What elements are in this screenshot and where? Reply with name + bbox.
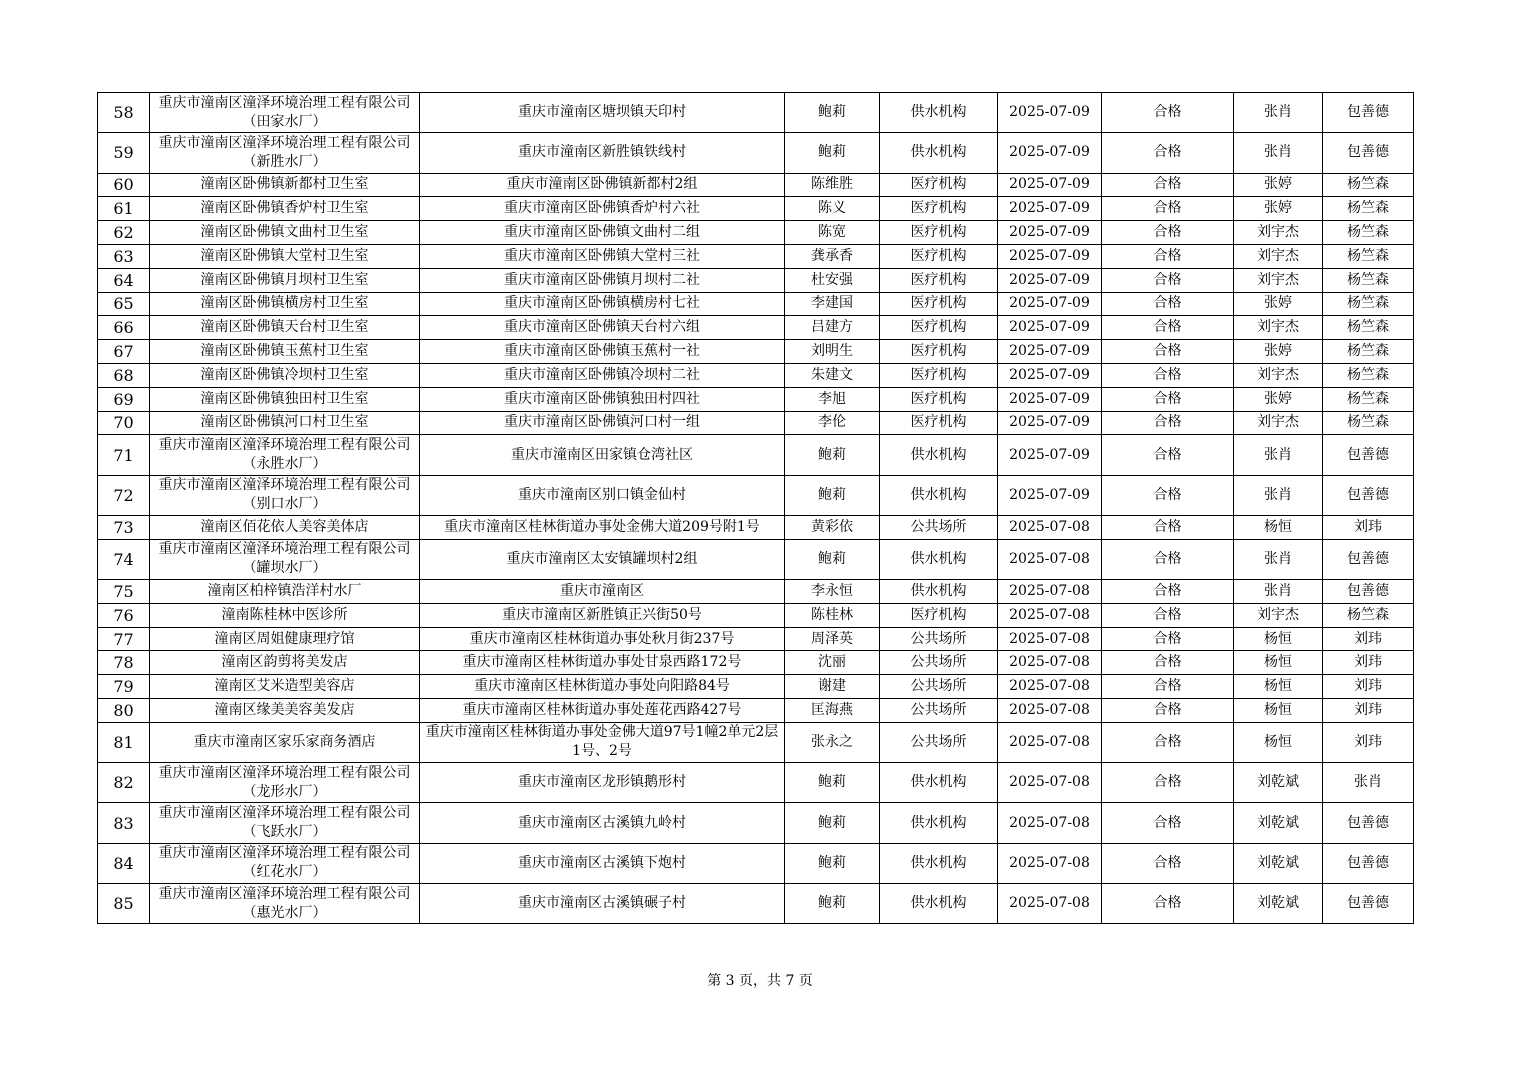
responsible-person: 杜安强 [785, 268, 880, 292]
row-number: 84 [98, 843, 150, 883]
inspector-2: 包善德 [1323, 93, 1414, 133]
table-row [98, 699, 1414, 723]
unit-category: 供水机构 [880, 539, 998, 579]
unit-address: 重庆市潼南区新胜镇铁线村 [420, 133, 785, 173]
row-number: 60 [98, 173, 150, 197]
responsible-person: 鲍莉 [785, 539, 880, 579]
row-number: 82 [98, 763, 150, 803]
row-number: 61 [98, 197, 150, 221]
inspector-2: 包善德 [1323, 475, 1414, 515]
inspector-2: 杨竺森 [1323, 363, 1414, 387]
responsible-person: 谢建 [785, 675, 880, 699]
inspector-2: 刘玮 [1323, 627, 1414, 651]
inspector-1: 张肖 [1234, 539, 1323, 579]
inspection-date: 2025-07-08 [998, 803, 1102, 843]
unit-category: 医疗机构 [880, 411, 998, 435]
table-row [98, 651, 1414, 675]
unit-address: 重庆市潼南区卧佛镇月坝村二社 [420, 268, 785, 292]
responsible-person: 鲍莉 [785, 133, 880, 173]
inspection-result: 合格 [1102, 603, 1234, 627]
table-row [98, 803, 1414, 843]
unit-address: 重庆市潼南区龙形镇鹅形村 [420, 763, 785, 803]
inspector-2: 杨竺森 [1323, 340, 1414, 364]
responsible-person: 张永之 [785, 722, 880, 762]
inspection-date: 2025-07-08 [998, 627, 1102, 651]
inspection-result: 合格 [1102, 173, 1234, 197]
row-number: 73 [98, 515, 150, 539]
responsible-person: 李旭 [785, 387, 880, 411]
unit-address: 重庆市潼南区桂林街道办事处金佛大道209号附1号 [420, 515, 785, 539]
row-number: 66 [98, 316, 150, 340]
inspector-2: 刘玮 [1323, 699, 1414, 723]
unit-name: 潼南区卧佛镇独田村卫生室 [150, 387, 420, 411]
inspector-2: 杨竺森 [1323, 221, 1414, 245]
inspector-2: 包善德 [1323, 884, 1414, 924]
inspector-2: 包善德 [1323, 843, 1414, 883]
inspector-1: 刘乾斌 [1234, 843, 1323, 883]
inspection-date: 2025-07-08 [998, 515, 1102, 539]
inspector-2: 杨竺森 [1323, 268, 1414, 292]
unit-category: 医疗机构 [880, 603, 998, 627]
unit-address: 重庆市潼南区塘坝镇天印村 [420, 93, 785, 133]
unit-address: 重庆市潼南区桂林街道办事处莲花西路427号 [420, 699, 785, 723]
unit-category: 医疗机构 [880, 292, 998, 316]
inspector-1: 刘宇杰 [1234, 363, 1323, 387]
row-number: 72 [98, 475, 150, 515]
inspection-date: 2025-07-09 [998, 387, 1102, 411]
inspection-date: 2025-07-08 [998, 651, 1102, 675]
inspector-2: 刘玮 [1323, 651, 1414, 675]
table-row [98, 387, 1414, 411]
unit-name: 重庆市潼南区潼泽环境治理工程有限公司（罐坝水厂） [150, 539, 420, 579]
inspector-1: 刘宇杰 [1234, 316, 1323, 340]
row-number: 79 [98, 675, 150, 699]
inspection-result: 合格 [1102, 411, 1234, 435]
responsible-person: 匡海燕 [785, 699, 880, 723]
inspector-1: 张婷 [1234, 387, 1323, 411]
row-number: 80 [98, 699, 150, 723]
unit-category: 供水机构 [880, 93, 998, 133]
inspector-1: 杨恒 [1234, 651, 1323, 675]
unit-category: 公共场所 [880, 699, 998, 723]
responsible-person: 黄彩依 [785, 515, 880, 539]
row-number: 62 [98, 221, 150, 245]
row-number: 78 [98, 651, 150, 675]
inspector-1: 张肖 [1234, 133, 1323, 173]
unit-category: 医疗机构 [880, 316, 998, 340]
table-row [98, 173, 1414, 197]
inspector-2: 刘玮 [1323, 675, 1414, 699]
inspector-1: 张婷 [1234, 292, 1323, 316]
unit-address: 重庆市潼南区桂林街道办事处秋月街237号 [420, 627, 785, 651]
responsible-person: 鲍莉 [785, 93, 880, 133]
unit-address: 重庆市潼南区古溪镇碾子村 [420, 884, 785, 924]
inspector-2: 包善德 [1323, 133, 1414, 173]
table-row [98, 884, 1414, 924]
table-row [98, 292, 1414, 316]
inspection-result: 合格 [1102, 675, 1234, 699]
inspection-result: 合格 [1102, 699, 1234, 723]
inspection-date: 2025-07-08 [998, 603, 1102, 627]
inspection-result: 合格 [1102, 722, 1234, 762]
row-number: 76 [98, 603, 150, 627]
table-row [98, 539, 1414, 579]
inspector-2: 杨竺森 [1323, 411, 1414, 435]
inspection-date: 2025-07-08 [998, 675, 1102, 699]
unit-category: 供水机构 [880, 435, 998, 475]
row-number: 85 [98, 884, 150, 924]
row-number: 64 [98, 268, 150, 292]
inspection-date: 2025-07-09 [998, 221, 1102, 245]
inspection-result: 合格 [1102, 93, 1234, 133]
inspection-date: 2025-07-08 [998, 539, 1102, 579]
inspection-date: 2025-07-09 [998, 363, 1102, 387]
unit-name: 潼南区卧佛镇横房村卫生室 [150, 292, 420, 316]
table-row [98, 843, 1414, 883]
responsible-person: 沈丽 [785, 651, 880, 675]
inspection-result: 合格 [1102, 843, 1234, 883]
inspection-date: 2025-07-08 [998, 580, 1102, 604]
unit-category: 医疗机构 [880, 268, 998, 292]
inspector-2: 杨竺森 [1323, 292, 1414, 316]
inspector-1: 刘宇杰 [1234, 411, 1323, 435]
table-row [98, 363, 1414, 387]
unit-address: 重庆市潼南区 [420, 580, 785, 604]
row-number: 71 [98, 435, 150, 475]
unit-name: 潼南区卧佛镇大堂村卫生室 [150, 244, 420, 268]
unit-address: 重庆市潼南区卧佛镇河口村一组 [420, 411, 785, 435]
inspector-2: 包善德 [1323, 803, 1414, 843]
table-row [98, 244, 1414, 268]
inspector-1: 张婷 [1234, 173, 1323, 197]
inspector-1: 刘乾斌 [1234, 884, 1323, 924]
unit-name: 重庆市潼南区潼泽环境治理工程有限公司（别口水厂） [150, 475, 420, 515]
unit-category: 供水机构 [880, 580, 998, 604]
unit-category: 公共场所 [880, 675, 998, 699]
row-number: 63 [98, 244, 150, 268]
unit-address: 重庆市潼南区卧佛镇玉蕉村一社 [420, 340, 785, 364]
row-number: 59 [98, 133, 150, 173]
unit-category: 医疗机构 [880, 244, 998, 268]
unit-address: 重庆市潼南区新胜镇正兴街50号 [420, 603, 785, 627]
inspector-1: 刘宇杰 [1234, 268, 1323, 292]
unit-category: 公共场所 [880, 651, 998, 675]
inspector-1: 张肖 [1234, 93, 1323, 133]
unit-name: 重庆市潼南区潼泽环境治理工程有限公司（惠光水厂） [150, 884, 420, 924]
inspection-result: 合格 [1102, 475, 1234, 515]
unit-category: 供水机构 [880, 133, 998, 173]
inspection-result: 合格 [1102, 627, 1234, 651]
responsible-person: 陈桂林 [785, 603, 880, 627]
inspector-1: 刘宇杰 [1234, 603, 1323, 627]
inspector-1: 刘宇杰 [1234, 244, 1323, 268]
inspector-1: 杨恒 [1234, 699, 1323, 723]
unit-name: 潼南区艾米造型美容店 [150, 675, 420, 699]
inspection-date: 2025-07-09 [998, 435, 1102, 475]
inspection-date: 2025-07-09 [998, 197, 1102, 221]
inspection-result: 合格 [1102, 651, 1234, 675]
unit-category: 医疗机构 [880, 340, 998, 364]
inspector-2: 包善德 [1323, 435, 1414, 475]
inspection-result: 合格 [1102, 387, 1234, 411]
unit-category: 供水机构 [880, 843, 998, 883]
unit-name: 潼南区佰花依人美容美体店 [150, 515, 420, 539]
inspection-date: 2025-07-09 [998, 244, 1102, 268]
inspection-result: 合格 [1102, 884, 1234, 924]
responsible-person: 鲍莉 [785, 435, 880, 475]
page-footer: 第 3 页，共 7 页 [707, 973, 813, 989]
unit-name: 潼南区韵剪将美发店 [150, 651, 420, 675]
inspection-result: 合格 [1102, 292, 1234, 316]
inspection-result: 合格 [1102, 197, 1234, 221]
unit-name: 潼南区柏梓镇浩洋村水厂 [150, 580, 420, 604]
row-number: 77 [98, 627, 150, 651]
unit-name: 潼南区卧佛镇天台村卫生室 [150, 316, 420, 340]
inspection-date: 2025-07-09 [998, 475, 1102, 515]
inspector-2: 杨竺森 [1323, 387, 1414, 411]
unit-address: 重庆市潼南区古溪镇下炮村 [420, 843, 785, 883]
unit-name: 重庆市潼南区家乐家商务酒店 [150, 722, 420, 762]
inspector-1: 杨恒 [1234, 515, 1323, 539]
unit-address: 重庆市潼南区卧佛镇天台村六组 [420, 316, 785, 340]
unit-category: 供水机构 [880, 475, 998, 515]
unit-category: 医疗机构 [880, 197, 998, 221]
responsible-person: 李伦 [785, 411, 880, 435]
responsible-person: 李建国 [785, 292, 880, 316]
row-number: 68 [98, 363, 150, 387]
inspector-2: 包善德 [1323, 580, 1414, 604]
row-number: 58 [98, 93, 150, 133]
inspection-result: 合格 [1102, 268, 1234, 292]
table-row [98, 133, 1414, 173]
inspector-1: 张婷 [1234, 197, 1323, 221]
unit-name: 重庆市潼南区潼泽环境治理工程有限公司（龙形水厂） [150, 763, 420, 803]
unit-name: 潼南区卧佛镇河口村卫生室 [150, 411, 420, 435]
unit-name: 潼南区卧佛镇玉蕉村卫生室 [150, 340, 420, 364]
responsible-person: 周泽英 [785, 627, 880, 651]
table-row [98, 627, 1414, 651]
unit-category: 公共场所 [880, 722, 998, 762]
inspector-2: 杨竺森 [1323, 244, 1414, 268]
inspector-2: 杨竺森 [1323, 603, 1414, 627]
inspector-2: 刘玮 [1323, 722, 1414, 762]
inspector-1: 杨恒 [1234, 675, 1323, 699]
unit-category: 供水机构 [880, 763, 998, 803]
table-row [98, 603, 1414, 627]
inspection-result: 合格 [1102, 340, 1234, 364]
table-row [98, 515, 1414, 539]
inspector-2: 杨竺森 [1323, 316, 1414, 340]
unit-address: 重庆市潼南区卧佛镇冷坝村二社 [420, 363, 785, 387]
inspector-1: 刘乾斌 [1234, 763, 1323, 803]
unit-address: 重庆市潼南区别口镇金仙村 [420, 475, 785, 515]
inspection-result: 合格 [1102, 221, 1234, 245]
table-row [98, 316, 1414, 340]
inspector-2: 包善德 [1323, 539, 1414, 579]
unit-name: 潼南区卧佛镇冷坝村卫生室 [150, 363, 420, 387]
table-row [98, 221, 1414, 245]
inspection-date: 2025-07-09 [998, 340, 1102, 364]
inspection-date: 2025-07-08 [998, 843, 1102, 883]
table-row [98, 268, 1414, 292]
inspector-2: 张肖 [1323, 763, 1414, 803]
unit-category: 供水机构 [880, 803, 998, 843]
unit-address: 重庆市潼南区桂林街道办事处向阳路84号 [420, 675, 785, 699]
row-number: 81 [98, 722, 150, 762]
inspector-1: 张婷 [1234, 340, 1323, 364]
responsible-person: 鲍莉 [785, 475, 880, 515]
unit-name: 潼南区周姐健康理疗馆 [150, 627, 420, 651]
unit-address: 重庆市潼南区卧佛镇大堂村三社 [420, 244, 785, 268]
table-row [98, 675, 1414, 699]
inspector-1: 刘乾斌 [1234, 803, 1323, 843]
inspector-2: 杨竺森 [1323, 197, 1414, 221]
responsible-person: 鲍莉 [785, 884, 880, 924]
inspector-1: 张肖 [1234, 475, 1323, 515]
responsible-person: 朱建文 [785, 363, 880, 387]
table-row [98, 580, 1414, 604]
unit-name: 重庆市潼南区潼泽环境治理工程有限公司（红花水厂） [150, 843, 420, 883]
inspection-result: 合格 [1102, 515, 1234, 539]
unit-name: 重庆市潼南区潼泽环境治理工程有限公司（永胜水厂） [150, 435, 420, 475]
unit-category: 医疗机构 [880, 363, 998, 387]
row-number: 75 [98, 580, 150, 604]
inspection-result: 合格 [1102, 435, 1234, 475]
inspection-date: 2025-07-09 [998, 268, 1102, 292]
table-row [98, 722, 1414, 762]
inspection-result: 合格 [1102, 363, 1234, 387]
inspection-date: 2025-07-09 [998, 316, 1102, 340]
unit-category: 医疗机构 [880, 173, 998, 197]
inspection-date: 2025-07-09 [998, 133, 1102, 173]
responsible-person: 刘明生 [785, 340, 880, 364]
inspector-1: 刘宇杰 [1234, 221, 1323, 245]
unit-address: 重庆市潼南区卧佛镇横房村七社 [420, 292, 785, 316]
responsible-person: 鲍莉 [785, 843, 880, 883]
unit-address: 重庆市潼南区卧佛镇新都村2组 [420, 173, 785, 197]
table-row [98, 197, 1414, 221]
table-row [98, 763, 1414, 803]
unit-address: 重庆市潼南区桂林街道办事处金佛大道97号1幢2单元2层1号、2号 [420, 722, 785, 762]
unit-category: 医疗机构 [880, 221, 998, 245]
inspector-1: 杨恒 [1234, 722, 1323, 762]
responsible-person: 李永恒 [785, 580, 880, 604]
unit-category: 供水机构 [880, 884, 998, 924]
row-number: 70 [98, 411, 150, 435]
inspection-date: 2025-07-08 [998, 699, 1102, 723]
inspection-date: 2025-07-09 [998, 292, 1102, 316]
inspection-result: 合格 [1102, 763, 1234, 803]
unit-address: 重庆市潼南区卧佛镇香炉村六社 [420, 197, 785, 221]
inspection-result: 合格 [1102, 803, 1234, 843]
unit-name: 重庆市潼南区潼泽环境治理工程有限公司（飞跃水厂） [150, 803, 420, 843]
inspector-1: 张肖 [1234, 580, 1323, 604]
unit-address: 重庆市潼南区桂林街道办事处甘泉西路172号 [420, 651, 785, 675]
responsible-person: 陈宽 [785, 221, 880, 245]
responsible-person: 陈义 [785, 197, 880, 221]
unit-address: 重庆市潼南区太安镇罐坝村2组 [420, 539, 785, 579]
unit-name: 潼南区卧佛镇月坝村卫生室 [150, 268, 420, 292]
row-number: 67 [98, 340, 150, 364]
table-row [98, 475, 1414, 515]
responsible-person: 龚承香 [785, 244, 880, 268]
inspection-date: 2025-07-09 [998, 411, 1102, 435]
unit-address: 重庆市潼南区卧佛镇独田村四社 [420, 387, 785, 411]
unit-name: 重庆市潼南区潼泽环境治理工程有限公司（田家水厂） [150, 93, 420, 133]
unit-name: 潼南区卧佛镇文曲村卫生室 [150, 221, 420, 245]
table-row [98, 411, 1414, 435]
unit-category: 公共场所 [880, 515, 998, 539]
unit-category: 医疗机构 [880, 387, 998, 411]
unit-category: 公共场所 [880, 627, 998, 651]
unit-address: 重庆市潼南区古溪镇九岭村 [420, 803, 785, 843]
unit-name: 潼南区卧佛镇新都村卫生室 [150, 173, 420, 197]
inspection-date: 2025-07-09 [998, 173, 1102, 197]
inspector-2: 杨竺森 [1323, 173, 1414, 197]
unit-address: 重庆市潼南区田家镇仓湾社区 [420, 435, 785, 475]
inspection-date: 2025-07-09 [998, 93, 1102, 133]
inspection-result: 合格 [1102, 133, 1234, 173]
table-row [98, 93, 1414, 133]
unit-name: 潼南陈桂林中医诊所 [150, 603, 420, 627]
inspection-result: 合格 [1102, 539, 1234, 579]
inspector-1: 张肖 [1234, 435, 1323, 475]
row-number: 74 [98, 539, 150, 579]
responsible-person: 鲍莉 [785, 803, 880, 843]
unit-name: 重庆市潼南区潼泽环境治理工程有限公司（新胜水厂） [150, 133, 420, 173]
inspection-date: 2025-07-08 [998, 763, 1102, 803]
inspection-result: 合格 [1102, 580, 1234, 604]
unit-address: 重庆市潼南区卧佛镇文曲村二组 [420, 221, 785, 245]
responsible-person: 鲍莉 [785, 763, 880, 803]
row-number: 69 [98, 387, 150, 411]
table-row [98, 435, 1414, 475]
row-number: 65 [98, 292, 150, 316]
responsible-person: 吕建方 [785, 316, 880, 340]
table-row [98, 340, 1414, 364]
inspection-table [97, 92, 1414, 924]
inspection-date: 2025-07-08 [998, 722, 1102, 762]
unit-name: 潼南区卧佛镇香炉村卫生室 [150, 197, 420, 221]
table-body [98, 93, 1414, 924]
unit-name: 潼南区缘美美容美发店 [150, 699, 420, 723]
inspector-2: 刘玮 [1323, 515, 1414, 539]
inspector-1: 杨恒 [1234, 627, 1323, 651]
responsible-person: 陈维胜 [785, 173, 880, 197]
inspection-result: 合格 [1102, 316, 1234, 340]
inspection-result: 合格 [1102, 244, 1234, 268]
inspection-date: 2025-07-08 [998, 884, 1102, 924]
row-number: 83 [98, 803, 150, 843]
